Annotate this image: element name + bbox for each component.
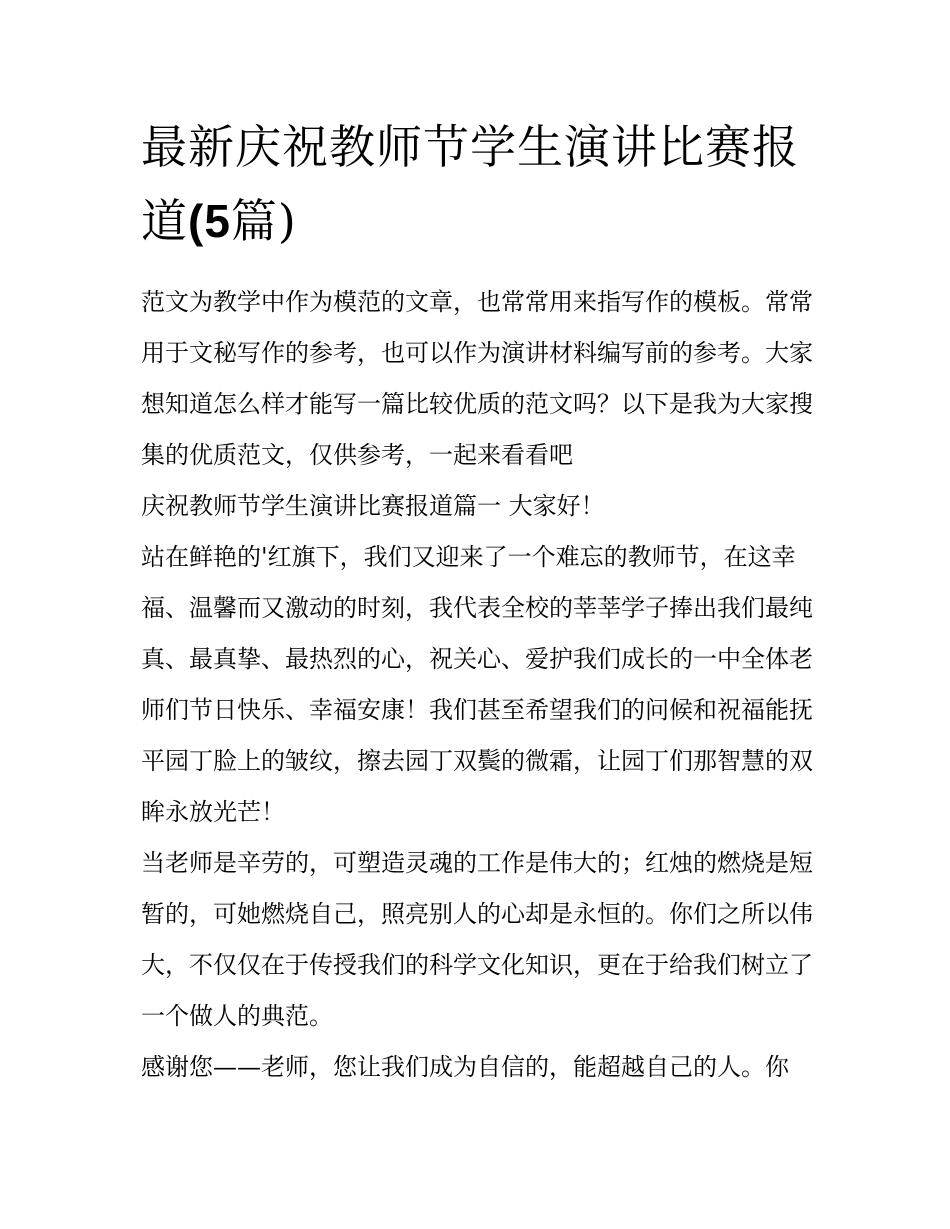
body-paragraph: 站在鲜艳的'红旗下，我们又迎来了一个难忘的教师节，在这幸福、温馨而又激动的时刻，我代表全校的莘莘学子捧出我们最纯真、最真挚、最热烈的心，祝关心、爱护我们成长的一中全体老师们节日快乐、幸福安康！我们甚至希望我们的问候和祝福能抚平园丁脸上的皱纹，擦去园丁双鬓的微霜，让园丁们那智慧的双眸永放光芒！ xyxy=(141,543,813,826)
title-count: (5 xyxy=(188,195,231,247)
intro-paragraph: 范文为教学中作为模范的文章，也常常用来指写作的模板。常常用于文秘写作的参考，也可以作为演讲材料编写前的参考。大家想知道怎么样才能写一篇比较优质的范文吗？以下是我为大家搜集的优质范文，仅供参考，一起来看看吧 xyxy=(141,288,813,469)
section-heading-paragraph: 庆祝教师节学生演讲比赛报道篇一 大家好！ xyxy=(141,492,605,520)
document-body xyxy=(141,277,813,1093)
document-title xyxy=(141,110,821,258)
body-paragraph: 当老师是辛劳的，可塑造灵魂的工作是伟大的；红烛的燃烧是短暂的，可她燃烧自己，照亮别人的心却是永恒的。你们之所以伟大，不仅仅在于传授我们的科学文化知识，更在于给我们树立了一个做人的典范。 xyxy=(141,849,813,1030)
body-paragraph: 感谢您——老师，您让我们成为自信的，能超越自己的人。你 xyxy=(141,1053,789,1081)
title-text: 最新庆祝教师节学生演讲比赛报道 xyxy=(141,120,799,248)
title-suffix: 篇) xyxy=(230,194,297,248)
